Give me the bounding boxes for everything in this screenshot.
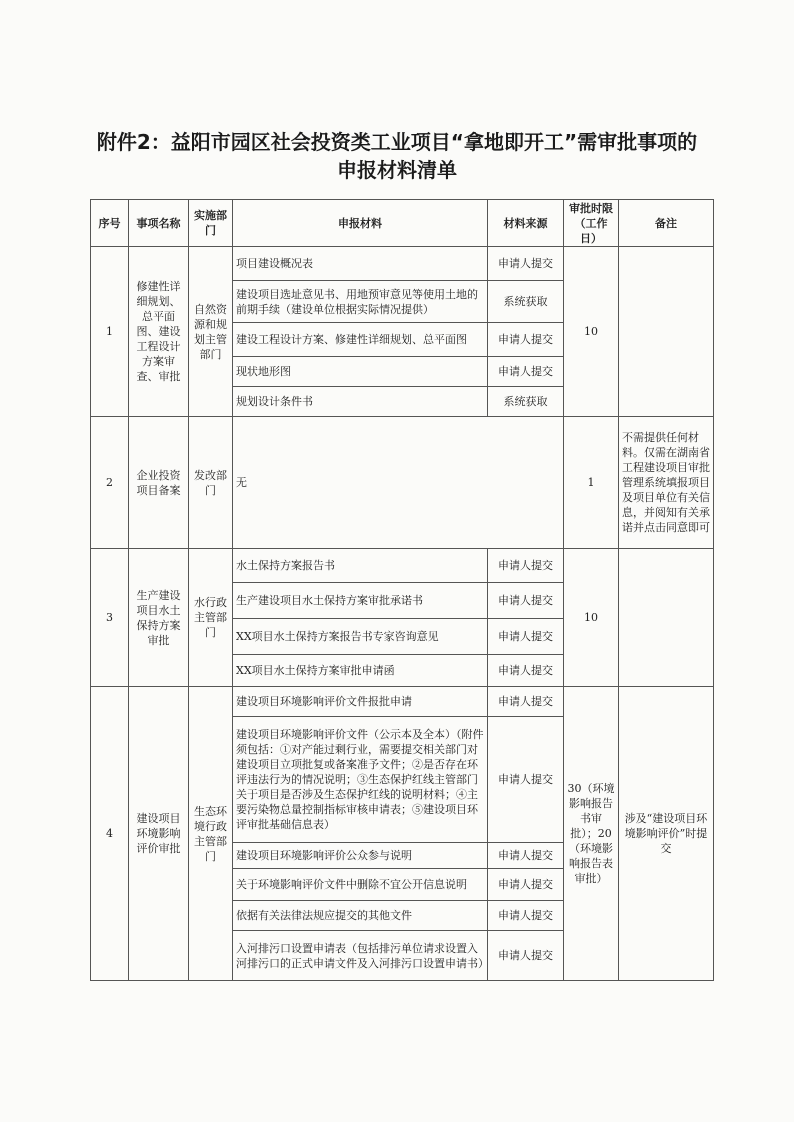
row-name: 建设项目环境影响评价审批 <box>129 687 189 981</box>
material-source: 申请人提交 <box>488 247 564 281</box>
header-source: 材料来源 <box>488 200 564 247</box>
material-item: 建设工程设计方案、修建性详细规划、总平面图 <box>233 323 488 357</box>
title-line-2: 申报材料清单 <box>337 158 457 182</box>
material-source: 申请人提交 <box>488 323 564 357</box>
row-limit: 1 <box>564 417 619 549</box>
row-dept: 发改部门 <box>189 417 233 549</box>
material-item: 现状地形图 <box>233 357 488 387</box>
title-line-1: 附件2：益阳市园区社会投资类工业项目“拿地即开工”需审批事项的 <box>96 130 698 154</box>
material-item: 建设项目选址意见书、用地预审意见等使用土地的前期手续（建设单位根据实际情况提供） <box>233 281 488 323</box>
table-row <box>91 417 714 549</box>
header-row <box>91 200 714 247</box>
header-no: 序号 <box>91 200 129 247</box>
material-source: 申请人提交 <box>488 549 564 583</box>
row-note: 不需提供任何材料。仅需在湖南省工程建设项目审批管理系统填报项目及项目单位有关信息，并阅知有关承诺并点击同意即可 <box>619 417 714 549</box>
row-name: 企业投资项目备案 <box>129 417 189 549</box>
material-item: 无 <box>233 417 564 549</box>
material-item: 生产建设项目水土保持方案审批承诺书 <box>233 583 488 619</box>
row-dept: 自然资源和规划主管部门 <box>189 247 233 417</box>
material-item: 关于环境影响评价文件中删除不宜公开信息说明 <box>233 869 488 901</box>
header-note: 备注 <box>619 200 714 247</box>
row-name: 修建性详细规划、总平面图、建设工程设计方案审查、审批 <box>129 247 189 417</box>
material-item: 建设项目环境影响评价文件（公示本及全本）（附件须包括：①对产能过剩行业，需要提交相关部门对建设项目立项批复或备案准予文件；②是否存在环评违法行为的情况说明；③生态保护红线主管部门关于项目是否涉及生态保护红线的说明材料；④主要污染物总量控制指标审核申请表；⑤建设项目环评审批基础信息表） <box>233 717 488 843</box>
row-limit: 10 <box>564 247 619 417</box>
table-row <box>91 687 714 717</box>
header-materials: 申报材料 <box>233 200 488 247</box>
material-item: 项目建设概况表 <box>233 247 488 281</box>
row-no: 3 <box>91 549 129 687</box>
material-source: 申请人提交 <box>488 931 564 981</box>
material-item: XX项目水土保持方案审批申请函 <box>233 655 488 687</box>
material-source: 系统获取 <box>488 387 564 417</box>
table-row <box>91 549 714 583</box>
material-item: 建设项目环境影响评价公众参与说明 <box>233 843 488 869</box>
materials-table <box>90 199 714 981</box>
row-dept: 水行政主管部门 <box>189 549 233 687</box>
material-source: 申请人提交 <box>488 843 564 869</box>
material-item: 规划设计条件书 <box>233 387 488 417</box>
row-limit: 30（环境影响报告书审批）；20（环境影响报告表审批） <box>564 687 619 981</box>
material-item: XX项目水土保持方案报告书专家咨询意见 <box>233 619 488 655</box>
row-dept: 生态环境行政主管部门 <box>189 687 233 981</box>
material-source: 系统获取 <box>488 281 564 323</box>
row-name: 生产建设项目水土保持方案审批 <box>129 549 189 687</box>
material-item: 水土保持方案报告书 <box>233 549 488 583</box>
row-note <box>619 247 714 417</box>
material-source: 申请人提交 <box>488 869 564 901</box>
header-name: 事项名称 <box>129 200 189 247</box>
material-source: 申请人提交 <box>488 901 564 931</box>
table-row <box>91 247 714 281</box>
material-source: 申请人提交 <box>488 717 564 843</box>
material-source: 申请人提交 <box>488 619 564 655</box>
header-dept: 实施部门 <box>189 200 233 247</box>
material-source: 申请人提交 <box>488 583 564 619</box>
row-note <box>619 549 714 687</box>
material-source: 申请人提交 <box>488 357 564 387</box>
row-no: 2 <box>91 417 129 549</box>
material-item: 建设项目环境影响评价文件报批申请 <box>233 687 488 717</box>
material-item: 入河排污口设置申请表（包括排污单位请求设置入河排污口的正式申请文件及入河排污口设置申请书） <box>233 931 488 981</box>
row-note: 涉及“建设项目环境影响评价”时提交 <box>619 687 714 981</box>
row-no: 4 <box>91 687 129 981</box>
material-source: 申请人提交 <box>488 687 564 717</box>
header-limit: 审批时限（工作日） <box>564 200 619 247</box>
material-item: 依据有关法律法规应提交的其他文件 <box>233 901 488 931</box>
document-title <box>40 128 754 184</box>
row-no: 1 <box>91 247 129 417</box>
material-source: 申请人提交 <box>488 655 564 687</box>
row-limit: 10 <box>564 549 619 687</box>
